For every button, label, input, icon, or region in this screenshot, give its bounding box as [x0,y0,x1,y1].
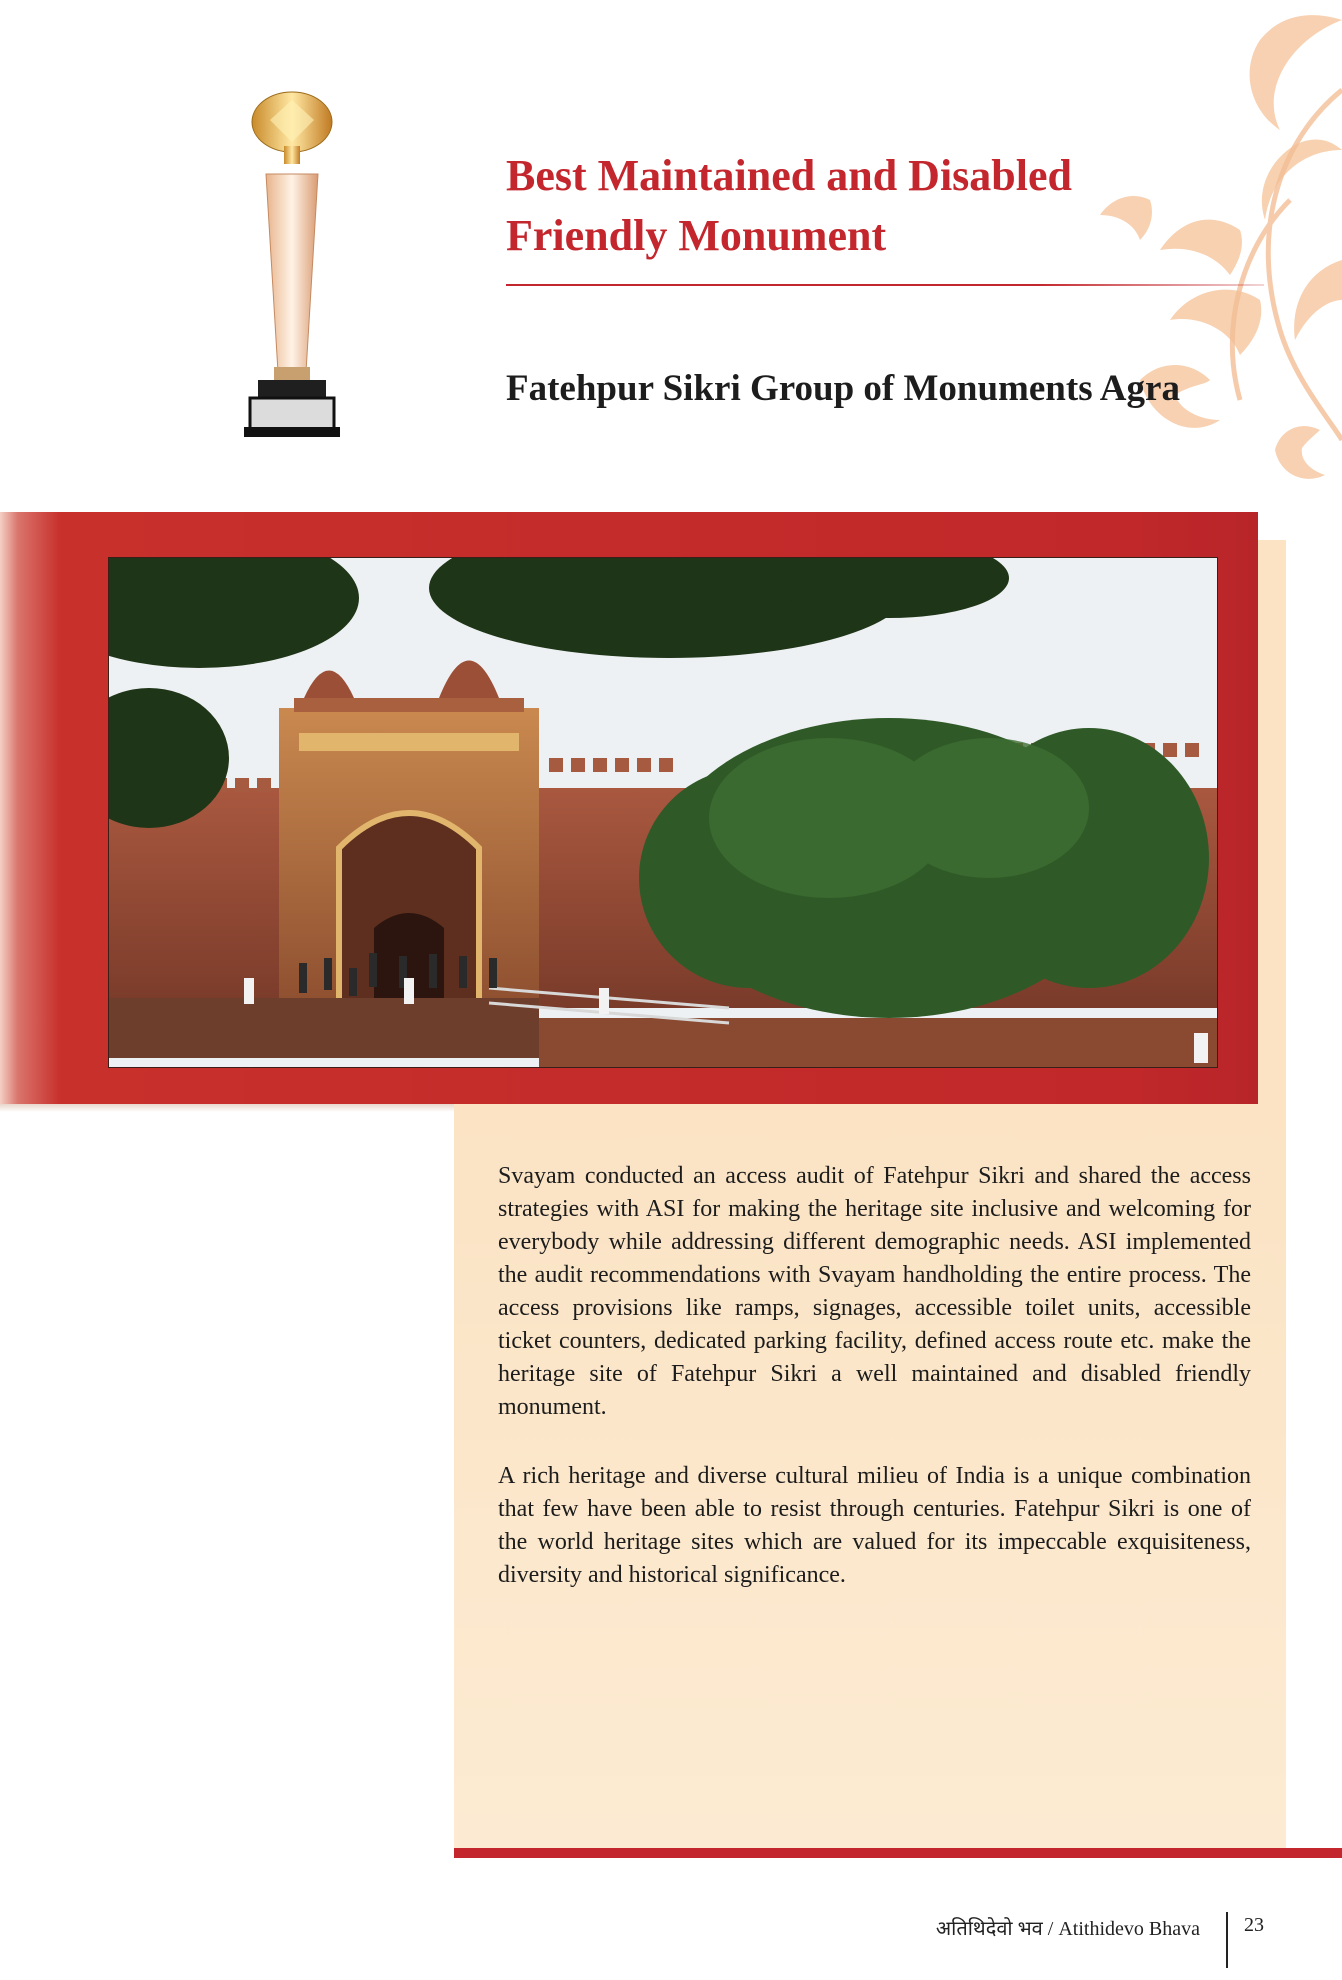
page-number: 23 [1244,1914,1264,1936]
monument-photo [108,557,1218,1068]
monument-illustration [109,558,1217,1067]
body-paragraph-1: Svayam conducted an access audit of Fatehpur Sikri and shared the access strategies with ASI for making the heritage site inclusive and welcoming for everybody while addressing different demographic needs. ASI implemented the audit recommendations with Svayam handholding the entire process. The access provisions like ramps, signages, accessible toilet units, accessible ticket counters, dedicated parking facility, defined access route etc. make the heritage site of Fatehpur Sikri a well maintained and disabled friendly monument. [498,1163,1251,1420]
floral-ornament [1090,0,1342,540]
panel-bottom-rule [454,1848,1342,1858]
trophy-icon [230,82,350,452]
body-paragraph-2: A rich heritage and diverse cultural milieu of India is a unique combination that few have been able to resist through centuries. Fatehpur Sikri is one of the world heritage sites which are valued for its impeccable exquisiteness, diversity and historical significance. [498,1463,1251,1588]
text-panel-edge [1258,540,1286,1104]
award-title: Best Maintained and Disabled Friendly Monument [506,151,1072,260]
site-name: Fatehpur Sikri Group of Monuments Agra [506,368,1180,409]
footer-title: अतिथिदेवो भव / Atithidevo Bhava [935,1918,1200,1940]
footer-divider [1226,1912,1228,1968]
title-divider [506,284,1264,286]
